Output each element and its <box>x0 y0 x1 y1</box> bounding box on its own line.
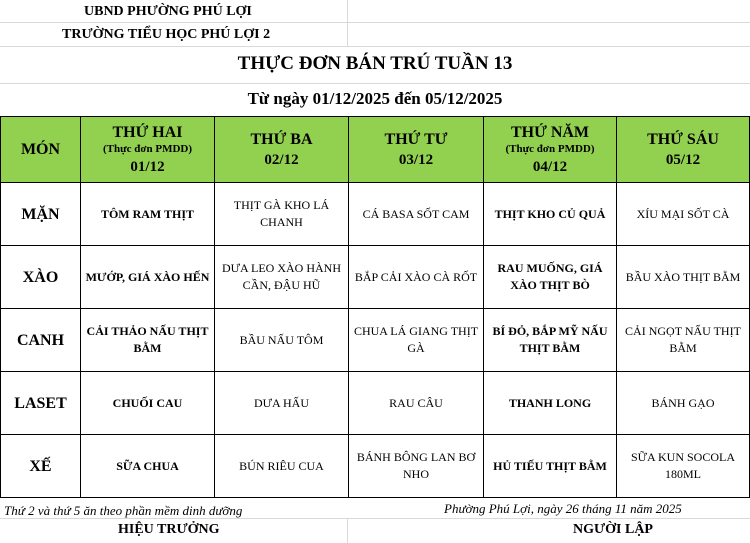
day-date: 05/12 <box>665 151 701 168</box>
table-row <box>1 372 750 435</box>
row-label: CANH <box>1 309 81 372</box>
menu-cell: DƯA LEO XÀO HÀNH CẦN, ĐẬU HŨ <box>215 246 349 309</box>
table-row <box>1 309 750 372</box>
menu-cell: BẮP CẢI XÀO CÀ RỐT <box>349 246 484 309</box>
menu-table <box>0 116 750 498</box>
day-note: (Thực đơn PMDD) <box>505 142 595 155</box>
row-label: XÀO <box>1 246 81 309</box>
menu-cell: BẦU XÀO THỊT BẰM <box>617 246 750 309</box>
menu-cell: HỦ TIẾU THỊT BẰM <box>484 435 617 498</box>
menu-cell: RAU MUỐNG, GIÁ XÀO THỊT BÒ <box>484 246 617 309</box>
menu-cell: CHUỐI CAU <box>81 372 215 435</box>
day-date: 03/12 <box>398 151 434 168</box>
table-row <box>1 246 750 309</box>
footer-note: Thứ 2 và thứ 5 ăn theo phần mềm dinh dưỡng <box>4 503 243 518</box>
grid-line <box>0 83 750 84</box>
day-name: THỨ TƯ <box>384 130 448 148</box>
day-header-tue <box>215 117 349 183</box>
row-label: XẾ <box>1 435 81 498</box>
menu-cell: THỊT KHO CỦ QUẢ <box>484 183 617 246</box>
day-date: 02/12 <box>264 151 299 168</box>
table-header-row <box>1 117 750 183</box>
menu-cell: SỮA KUN SOCOLA 180ML <box>617 435 750 498</box>
menu-cell: SỮA CHUA <box>81 435 215 498</box>
day-name: THỨ BA <box>250 130 313 148</box>
grid-line <box>347 518 348 543</box>
signature-preparer: NGƯỜI LẬP <box>573 522 653 537</box>
menu-cell: TÔM RAM THỊT <box>81 183 215 246</box>
signature-principal: HIỆU TRƯỞNG <box>118 522 220 537</box>
day-name: THỨ NĂM <box>510 123 590 141</box>
dish-column-header: MÓN <box>1 117 81 183</box>
menu-cell: CẢI THẢO NẤU THỊT BẰM <box>81 309 215 372</box>
menu-cell: BÁNH BÔNG LAN BƠ NHO <box>349 435 484 498</box>
table-row <box>1 183 750 246</box>
day-date: 01/12 <box>130 158 165 175</box>
row-label: LASET <box>1 372 81 435</box>
menu-cell: DƯA HẤU <box>215 372 349 435</box>
row-label: MẶN <box>1 183 81 246</box>
menu-cell: XÍU MẠI SỐT CÀ <box>617 183 750 246</box>
menu-cell: CÁ BASA SỐT CAM <box>349 183 484 246</box>
menu-cell: CHUA LÁ GIANG THỊT GÀ <box>349 309 484 372</box>
page-title: THỰC ĐƠN BÁN TRÚ TUẦN 13 <box>237 53 513 74</box>
menu-cell: BÍ ĐỎ, BẮP MỸ NẤU THỊT BẰM <box>484 309 617 372</box>
grid-line <box>0 22 750 23</box>
table-row <box>1 435 750 498</box>
menu-cell: CẢI NGỌT NẤU THỊT BẰM <box>617 309 750 372</box>
school-name: TRƯỜNG TIỂU HỌC PHÚ LỢI 2 <box>62 27 271 42</box>
day-name: THỨ SÁU <box>647 130 719 148</box>
day-name: THỨ HAI <box>112 123 183 141</box>
day-date: 04/12 <box>532 158 568 175</box>
day-header-mon <box>81 117 215 183</box>
menu-cell: BẦU NẤU TÔM <box>215 309 349 372</box>
menu-cell: THANH LONG <box>484 372 617 435</box>
menu-cell: RAU CÂU <box>349 372 484 435</box>
grid-line <box>0 46 750 47</box>
day-header-wed <box>349 117 484 183</box>
grid-line <box>347 0 348 46</box>
day-header-fri <box>617 117 750 183</box>
day-note: (Thực đơn PMDD) <box>102 142 193 155</box>
date-range: Từ ngày 01/12/2025 đến 05/12/2025 <box>247 89 503 108</box>
org-name: UBND PHƯỜNG PHÚ LỢI <box>84 4 252 19</box>
menu-cell: MƯỚP, GIÁ XÀO HẾN <box>81 246 215 309</box>
menu-cell: BÁNH GẠO <box>617 372 750 435</box>
menu-cell: THỊT GÀ KHO LÁ CHANH <box>215 183 349 246</box>
menu-cell: BÚN RIÊU CUA <box>215 435 349 498</box>
day-header-thu <box>484 117 617 183</box>
place-date: Phường Phú Lợi, ngày 26 tháng 11 năm 2025 <box>444 501 682 516</box>
